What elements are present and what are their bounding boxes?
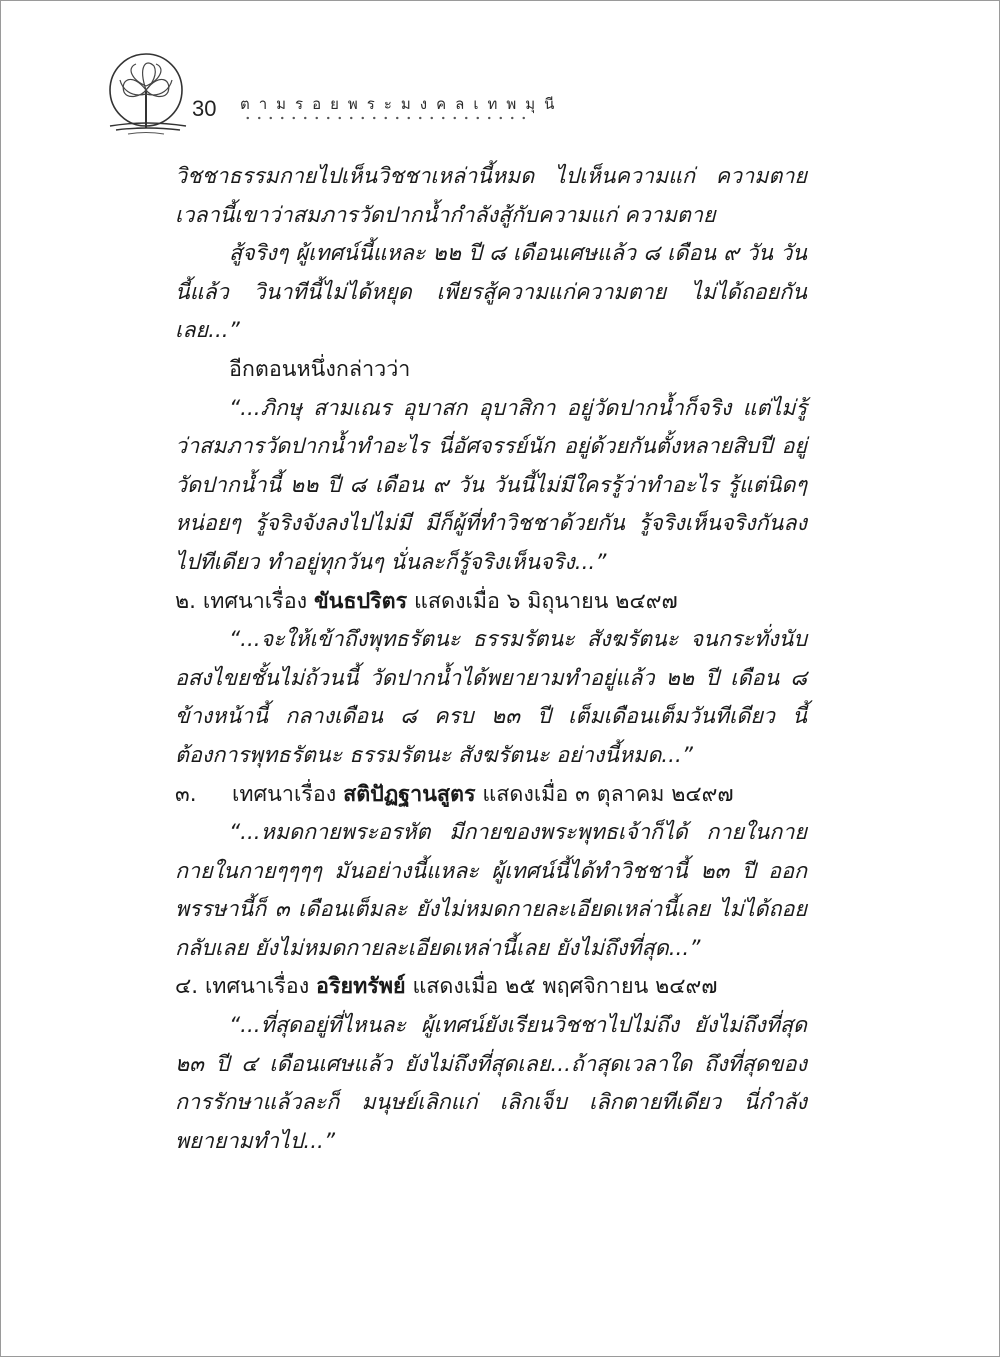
sermon-heading [175,968,807,1007]
sermon-date: แสดงเมื่อ ๒๕ พฤศจิกายน ๒๔๙๗ [412,974,718,1000]
sermon-heading [175,583,807,622]
paragraph: อีกตอนหนึ่งกล่าวว่า [229,356,411,382]
paragraph: สู้จริงๆ ผู้เทศน์นี้แหละ ๒๒ ปี ๘ เดือนเศษแล้ว ๘ เดือน ๙ วัน วันนี้แล้ว วินาทีนี้ไม่ได้หยุด เพียรสู้ความแก่ความตาย ไม่ได้ถอยกันเลย...” [175,241,807,344]
tree-logo-icon [102,50,192,138]
page-header [100,50,940,140]
sermon-date: แสดงเมื่อ ๖ มิถุนายน ๒๔๙๗ [414,588,678,614]
sermon-prefix: เทศนาเรื่อง [202,588,308,614]
quote-paragraph: “...ภิกษุ สามเณร อุบาสก อุบาสิกา อยู่วัดปากน้ำก็จริง แต่ไม่รู้ว่าสมภารวัดปากน้ำทำอะไร นี่อัศจรรย์นัก อยู่ด้วยกันตั้งหลายสิบปี อยู่วัดปากน้ำนี้ ๒๒ ปี ๘ เดือน ๙ วัน วันนี้ไม่มีใครรู้ว่าทำอะไร รู้แต่นิดๆ หน่อยๆ รู้จริงจังลงไปไม่มี มีก็ผู้ที่ทำวิชชาด้วยกัน รู้จริงเห็นจริงกันลงไปทีเดียว ทำอยู่ทุกวันๆ นั่นละก็รู้จริงเห็นจริง...” [175,395,807,575]
paragraph: วิชชาธรรมกายไปเห็นวิชชาเหล่านี้หมด ไปเห็นความแก่ ความตาย เวลานี้เขาว่าสมภารวัดปากน้ำกำลังสู้กับความแก่ ความตาย [175,164,807,228]
sermon-prefix: เทศนาเรื่อง [204,974,310,1000]
sermon-number: ๓. [175,781,197,807]
sermon-prefix: เทศนาเรื่อง [232,781,337,807]
sermon-number: ๒. [175,588,197,614]
quote-paragraph: “...ที่สุดอยู่ที่ไหนละ ผู้เทศน์ยังเรียนวิชชาไปไม่ถึง ยังไม่ถึงที่สุด ๒๓ ปี ๔ เดือนเศษแล้ว ยังไม่ถึงที่สุดเลย...ถ้าสุดเวลาใด ถึงที่สุดของการรักษาแล้วละก็ มนุษย์เลิกแก่ เลิกเจ็บ เลิกตายทีเดียว นี่กำลังพยายามทำไป...” [175,1013,807,1154]
sermon-title: ขันธปริตร [313,588,408,614]
body-text [175,158,807,1161]
sermon-number: ๔. [175,974,199,1000]
dot-leader [242,116,527,120]
quote-paragraph: “...จะให้เข้าถึงพุทธรัตนะ ธรรมรัตนะ สังฆรัตนะ จนกระทั่งนับอสงไขยชั้นไม่ถ้วนนี้ วัดปากน้ำได้พยายามทำอยู่แล้ว ๒๒ ปี เดือน ๘ ข้างหน้านี้ กลางเดือน ๘ ครบ ๒๓ ปี เต็มเดือนเต็มวันทีเดียว นี้ต้องการพุทธรัตนะ ธรรมรัตนะ สังฆรัตนะ อย่างนี้หมด...” [175,627,807,768]
quote-paragraph: “...หมดกายพระอรหัต มีกายของพระพุทธเจ้าก็ได้ กายในกาย กายในกายๆๆๆๆ มันอย่างนี้แหละ ผู้เทศน์นี้ได้ทำวิชชานี้ ๒๓ ปี ออกพรรษานี้ก็ ๓ เดือนเต็มละ ยังไม่หมดกายละเอียดเหล่านี้เลย ไม่ได้ถอยกลับเลย ยังไม่หมดกายละเอียดเหล่านี้เลย ยังไม่ถึงที่สุด...” [175,820,807,961]
running-title: ตามรอยพระมงคลเทพมุนี [240,95,564,113]
sermon-heading [175,776,807,815]
sermon-title: สติปัฏฐานสูตร [343,781,476,807]
sermon-title: อริยทรัพย์ [316,974,406,1000]
page-number: 30 [192,96,217,121]
sermon-date: แสดงเมื่อ ๓ ตุลาคม ๒๔๙๗ [482,781,734,807]
